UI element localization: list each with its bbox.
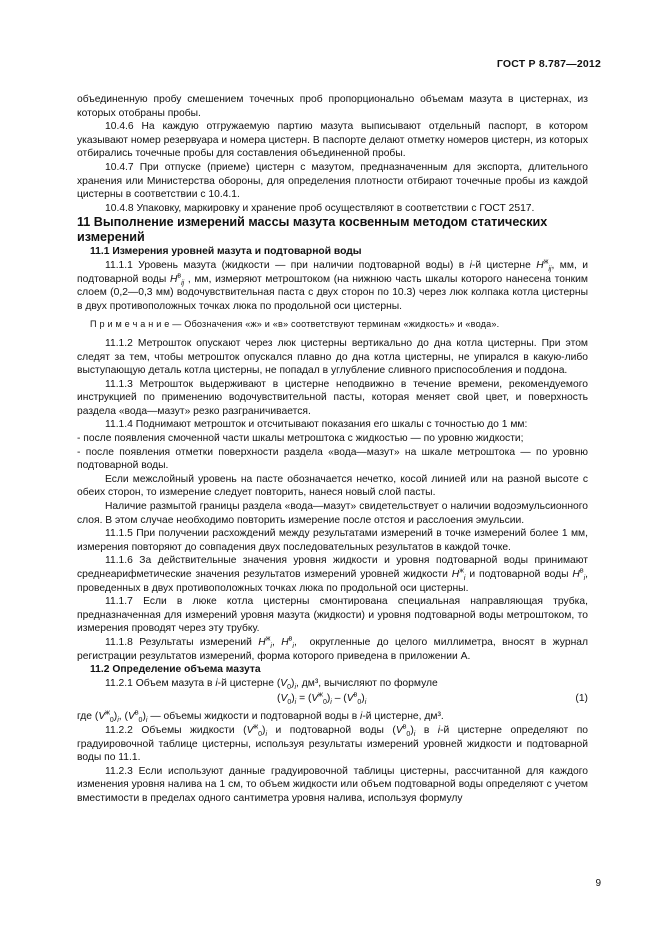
list-item: - после появления смоченной части шкалы метроштока с жидкостью — по уровню жидкости; <box>77 433 524 445</box>
paragraph: 11.2.3 Если используют данные градуировочной таблицы цистерны, рассчитанной для каждого изменения уровня налива на 1 см, то объем жидкости или объем подтоварной воды определяют с учетом вместимости в пределах одного сантиметра уровня налива, используя формулу <box>77 765 588 804</box>
subsection-title: 11.2 Определение объема мазута <box>90 664 261 676</box>
paragraph: 10.4.8 Упаковку, маркировку и хранение проб осуществляют в соответствии с ГОСТ 2517. <box>105 202 535 214</box>
section-title: 11 Выполнение измерений массы мазута косвенным методом статических измерений <box>77 215 548 245</box>
paragraph: 11.2.2 Объемы жидкости $(V^ж_0)_i$ и подтоварной воды $(V^в_0)_i$ в i-й цистерне определяют по градуировочной таблице цистерны, используя результаты измерений уровней жидкости и подтоварной воды по 11.1. <box>77 723 588 764</box>
subsection-title: 11.1 Измерения уровней мазута и подтоварной воды <box>90 246 362 258</box>
paragraph: 11.1.1 Уровень мазута (жидкости — при наличии подтоварной воды) в i-й цистерне $H^ж_{ij}$, мм, и подтоварной воды $H^в_{ij}$ , мм, измеряют метроштоком (на нижнюю часть шкалы которого нанесена тонким слоем (0,2—0,3 мм) водочувствительная паста с двух сторон по 10.3) через люк колпака котла цистерны в двух противоположных точках люка по продольной оси цистерны. <box>77 258 589 312</box>
document-header: ГОСТ Р 8.787—2012 <box>496 58 601 70</box>
formula-expression: $(V_0)_i = (V^ж_0)_i - (V^в_0)_i$ <box>277 691 367 707</box>
paragraph: 11.1.3 Метрошток выдерживают в цистерне неподвижно в течение времени, рекомендуемого инструкцией по применению водочувствительной пасты, которая меняет свой цвет, и поверхность раздела «вода—мазут» резко разграничивается. <box>77 378 588 417</box>
paragraph: Наличие размытой границы раздела «вода—мазут» свидетельствует о наличии водоэмульсионного слоя. В этом случае необходимо повторить измерение после отстоя и расслоения эмульсии. <box>77 501 588 526</box>
paragraph: 10.4.6 На каждую отгружаемую партию мазута выписывают отдельный паспорт, в котором указывают номер резервуара и номера цистерн. В паспорте делают отметку номеров цистерн, из которых отбирались точечные пробы для составления объединенной пробы. <box>77 121 588 160</box>
paragraph: 11.1.8 Результаты измерений $H^ж_i$, $H^в_i$, округленные до целого миллиметра, вносят в журнал регистрации результатов измерений, форма которого приведена в приложении А. <box>77 635 588 662</box>
paragraph: 11.1.6 За действительные значения уровня жидкости и уровня подтоварной воды принимают среднеарифметические значения результатов измерений уровней жидкости $H^ж_i$ и подтоварной воды $H^в_i$, проведенных в двух противоположных точках люка по продольной оси цистерны. <box>77 555 588 594</box>
paragraph: 10.4.7 При отпуске (приеме) цистерн с мазутом, предназначенным для экспорта, длительного хранения или Министерства обороны, для определения плотности отбирают точечные пробы из каждой цистерны в соответствии с 10.4.1. <box>77 161 588 201</box>
page-number: 9 <box>595 878 601 889</box>
formula-number: (1) <box>575 693 588 705</box>
paragraph: 11.2.1 Объем мазута в i-й цистерне $(V_0)_i$, дм³, вычисляют по формуле <box>105 677 438 691</box>
paragraph: 11.1.5 При получении расхождений между результатами измерений в точке измерений более 1 мм, измерения повторяют до совпадения двух последовательных результатов в каждой точке. <box>77 528 588 553</box>
paragraph: 11.1.7 Если в люке котла цистерны смонтирована специальная направляющая трубка, предназначенная для измерений уровня мазута (жидкости) и уровня подтоварной воды метроштоком, то измерения проводят через эту трубку. <box>77 596 588 635</box>
document-body <box>77 93 588 806</box>
paragraph: объединенную пробу смешением точечных проб пропорционально объемам мазута в цистернах, из которых отобраны пробы. <box>77 94 588 119</box>
paragraph: Если межслойный уровень на пасте обозначается нечетко, косой линией или на разной высоте с обеих сторон, то измерение следует повторить, нанеся новый слой пасты. <box>77 473 588 499</box>
paragraph: 11.1.4 Поднимают метрошток и отсчитывают показания его шкалы с точностью до 1 мм: <box>105 419 528 431</box>
note: П р и м е ч а н и е — Обозначения «ж» и «в» соответствуют терминам «жидкость» и «вода». <box>90 319 500 330</box>
list-item: - после появления отметки поверхности раздела «вода—мазут» на шкале метроштока — по уровню подтоварной воды. <box>77 446 588 472</box>
paragraph: 11.1.2 Метрошток опускают через люк цистерны вертикально до дна котла цистерны. При этом следят за тем, чтобы метрошток опускался плавно до дна котла цистерны, не упирался в какую-либо выступающую деталь котла цистерны, не попадал в углубление сливного приспособления и поддона. <box>77 337 588 377</box>
paragraph: где $(V^ж_0)_i$, $(V^в_0)_i$ — объемы жидкости и подтоварной воды в i-й цистерне, дм³. <box>77 709 444 725</box>
formula <box>77 691 588 708</box>
